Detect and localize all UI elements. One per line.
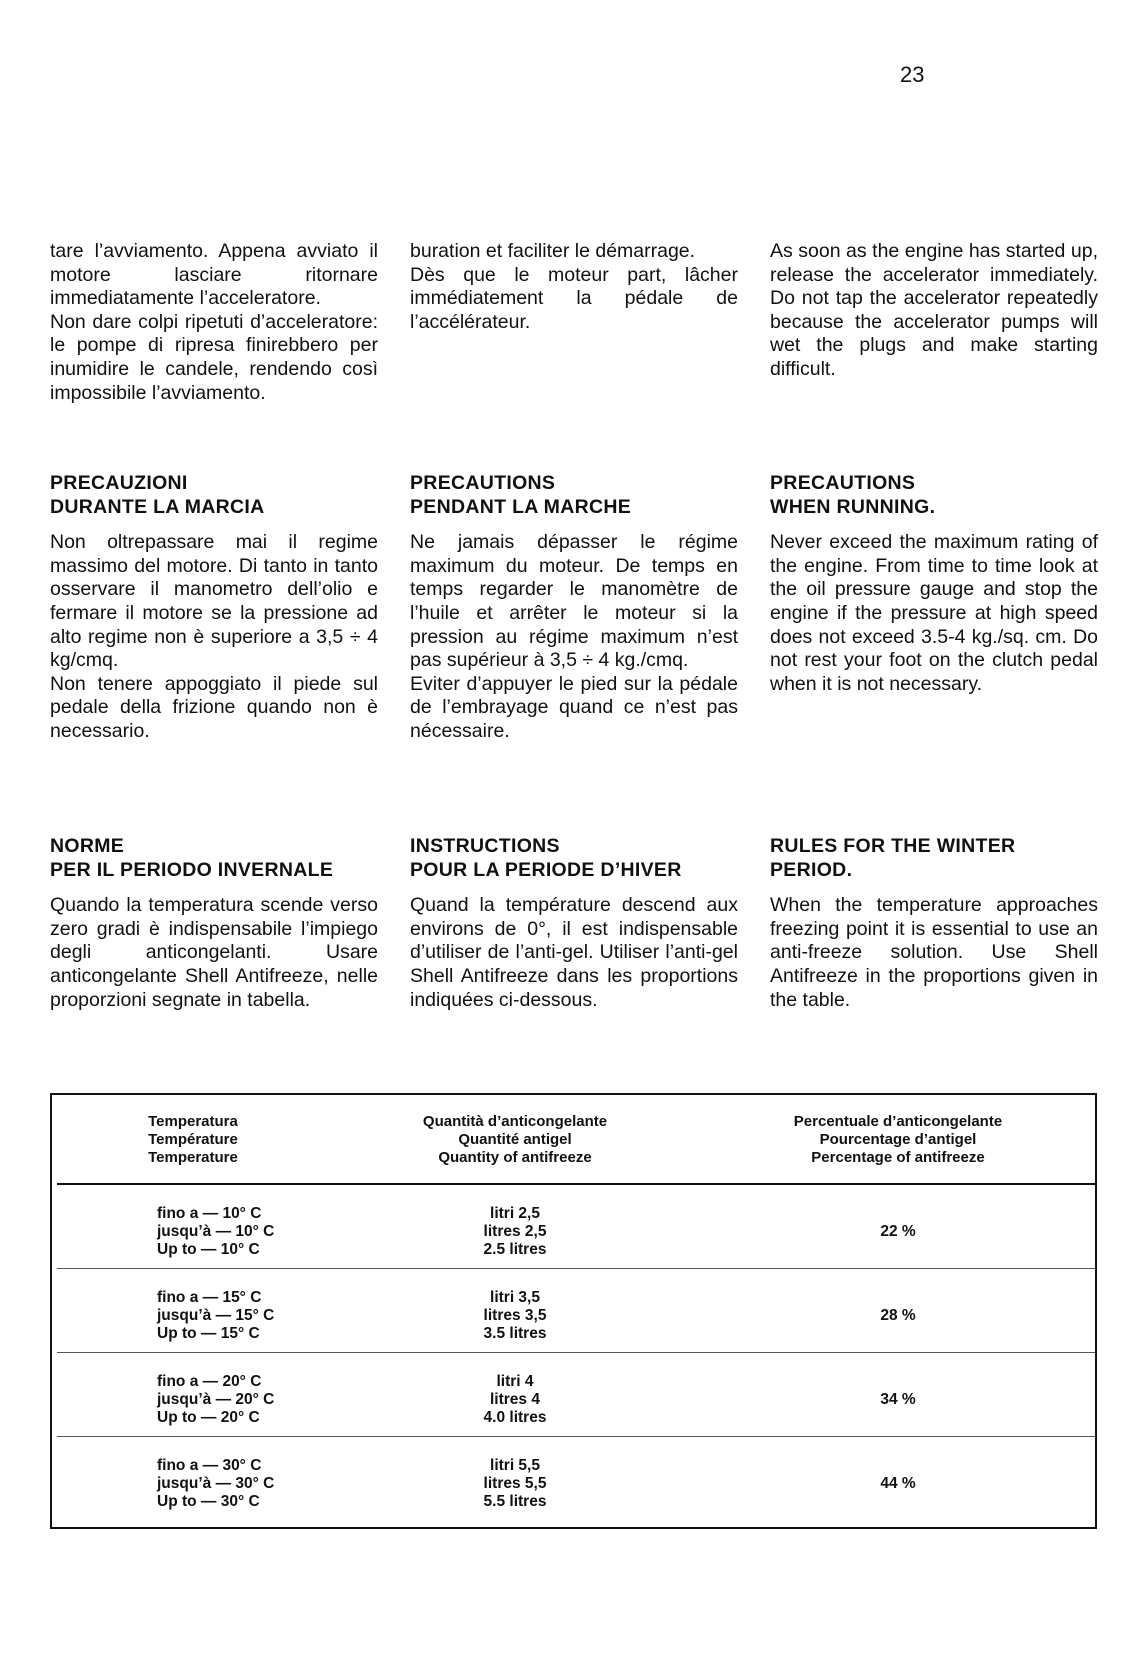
section-heading	[770, 835, 1098, 882]
cell-line: litres 4	[490, 1391, 540, 1408]
paragraph: Ne jamais dépasser le régime maximum du moteur. De temps en temps regarder le manomètre de l’huile et arrêter le moteur si la pression au régime maximum n’est pas supérieur à 3,5 ÷ 4 kg./cmq.	[410, 531, 738, 672]
heading-line: PRECAUTIONS	[410, 472, 556, 494]
heading-line: PENDANT LA MARCHE	[410, 495, 632, 518]
quantity-cell	[329, 1185, 701, 1268]
section-heading	[770, 472, 1098, 519]
cell-line: 5.5 litres	[483, 1493, 547, 1510]
percentage-cell: 44 %	[880, 1475, 916, 1492]
header-line: Percentuale d’anticongelante	[793, 1113, 1003, 1130]
paragraph: Quand la température descend aux environs de 0°, il est indispensable d’utiliser de l’anti-gel. Utiliser l’anti-gel Shell Antifreeze dans les proportions indiquées ci-dessous.	[410, 894, 738, 1011]
section-heading	[410, 835, 738, 882]
quantity-cell	[329, 1269, 701, 1352]
heading-line: NORME	[50, 835, 125, 857]
heading-line: RULES FOR THE WINTER	[770, 835, 1016, 857]
cell-line: fino a — 20° C	[157, 1373, 262, 1390]
header-quantity	[329, 1095, 701, 1183]
temperature-cell	[57, 1353, 329, 1436]
paragraph: Quando la temperatura scende verso zero gradi è indispensabile l’impiego degli anticongelanti. Usare anticongelante Shell Antifreeze, nelle proporzioni segnate in tabella.	[50, 894, 378, 1011]
heading-line: PRECAUZIONI	[50, 472, 188, 494]
percentage-cell: 34 %	[880, 1391, 916, 1408]
cell-line: litres 5,5	[483, 1475, 547, 1492]
section-running	[50, 472, 378, 744]
quantity-cell	[329, 1353, 701, 1436]
paragraph: As soon as the engine has started up, release the accelerator immediately. Do not tap the accelerator repeatedly because the accelerator pumps will wet the plugs and make starting difficult.	[770, 240, 1098, 380]
cell-line: litri 3,5	[490, 1289, 540, 1306]
paragraph: Non dare colpi ripetuti d’acceleratore: le pompe di ripresa finirebbero per inumidire le candele, rendendo così impossibile l’avviamento.	[50, 310, 378, 404]
paragraph: Non tenere appoggiato il piede sul pedale della frizione quando non è necessario.	[50, 672, 378, 742]
heading-line: PRECAUTIONS	[770, 472, 916, 494]
cell-line: Up to — 20° C	[157, 1409, 260, 1426]
header-line: Temperatura	[148, 1113, 238, 1130]
antifreeze-table	[50, 1093, 1097, 1529]
header-temperature	[57, 1095, 329, 1183]
header-line: Quantità d’anticongelante	[422, 1113, 608, 1130]
table-header	[57, 1095, 1095, 1185]
quantity-cell	[329, 1437, 701, 1520]
table-row	[57, 1437, 1095, 1520]
paragraph: Non oltrepassare mai il regime massimo del motore. Di tanto in tanto osservare il manometro dell’olio e fermare il motore se la pressione ad alto regime non è superiore a 3,5 ÷ 4 kg/cmq.	[50, 531, 378, 672]
header-line: Quantity of antifreeze	[438, 1149, 592, 1166]
cell-line: Up to — 10° C	[157, 1241, 260, 1258]
header-line: Température	[148, 1131, 238, 1148]
paragraph: Eviter d’appuyer le pied sur la pédale de l’embrayage quand ce n’est pas nécessaire.	[410, 672, 738, 742]
header-percentage	[701, 1095, 1095, 1183]
paragraph: When the temperature approaches freezing point it is essential to use an anti-freeze solution. Use Shell Antifreeze in the proportions given in the table.	[770, 894, 1098, 1011]
section-winter	[50, 835, 378, 1012]
cell-line: jusqu’à — 30° C	[157, 1475, 275, 1492]
intro-paragraph	[410, 240, 738, 334]
section-winter	[410, 835, 738, 1012]
temperature-cell	[57, 1269, 329, 1352]
paragraph: tare l’avviamento. Appena avviato il motore lasciare ritornare immediatamente l’acceleratore.	[50, 240, 378, 310]
cell-line: litri 2,5	[490, 1205, 540, 1222]
cell-line: Up to — 15° C	[157, 1325, 260, 1342]
cell-line: fino a — 10° C	[157, 1205, 262, 1222]
table-row	[57, 1269, 1095, 1353]
section-running	[410, 472, 738, 744]
paragraph: Dès que le moteur part, lâcher immédiatement la pédale de l’accélérateur.	[410, 263, 738, 333]
cell-line: jusqu’à — 10° C	[157, 1223, 275, 1240]
percentage-cell: 28 %	[880, 1307, 916, 1324]
table-row	[57, 1353, 1095, 1437]
section-heading	[50, 835, 378, 882]
heading-line: POUR LA PERIODE D’HIVER	[410, 858, 682, 881]
heading-line: PER IL PERIODO INVERNALE	[50, 858, 334, 881]
table-row	[57, 1185, 1095, 1269]
heading-line: WHEN RUNNING.	[770, 495, 936, 518]
paragraph: buration et faciliter le démarrage.	[410, 240, 696, 262]
cell-line: Up to — 30° C	[157, 1493, 260, 1510]
page-number: 23	[900, 62, 925, 87]
heading-line: PERIOD.	[770, 858, 853, 881]
percentage-cell: 22 %	[880, 1223, 916, 1240]
cell-line: 2.5 litres	[483, 1241, 547, 1258]
paragraph: Never exceed the maximum rating of the engine. From time to time look at the oil pressure gauge and stop the engine if the pressure at high speed does not exceed 3.5-4 kg./sq. cm. Do not rest your foot on the clutch pedal when it is not necessary.	[770, 531, 1098, 695]
header-line: Percentage of antifreeze	[811, 1149, 985, 1166]
heading-line: DURANTE LA MARCIA	[50, 495, 265, 518]
cell-line: jusqu’à — 15° C	[157, 1307, 275, 1324]
cell-line: litres 3,5	[483, 1307, 547, 1324]
section-winter	[770, 835, 1098, 1012]
heading-line: INSTRUCTIONS	[410, 835, 560, 857]
intro-paragraph	[50, 240, 378, 405]
cell-line: 3.5 litres	[483, 1325, 547, 1342]
cell-line: fino a — 30° C	[157, 1457, 262, 1474]
header-line: Pourcentage d’antigel	[819, 1131, 977, 1148]
cell-line: litri 5,5	[490, 1457, 540, 1474]
temperature-cell	[57, 1185, 329, 1268]
cell-line: jusqu’à — 20° C	[157, 1391, 275, 1408]
cell-line: litres 2,5	[483, 1223, 547, 1240]
section-heading	[410, 472, 738, 519]
temperature-cell	[57, 1437, 329, 1520]
header-line: Temperature	[148, 1149, 238, 1166]
cell-line: fino a — 15° C	[157, 1289, 262, 1306]
section-running	[770, 472, 1098, 696]
cell-line: 4.0 litres	[483, 1409, 547, 1426]
cell-line: litri 4	[496, 1373, 534, 1390]
section-heading	[50, 472, 378, 519]
intro-paragraph	[770, 240, 1098, 382]
header-line: Quantité antigel	[458, 1131, 572, 1148]
